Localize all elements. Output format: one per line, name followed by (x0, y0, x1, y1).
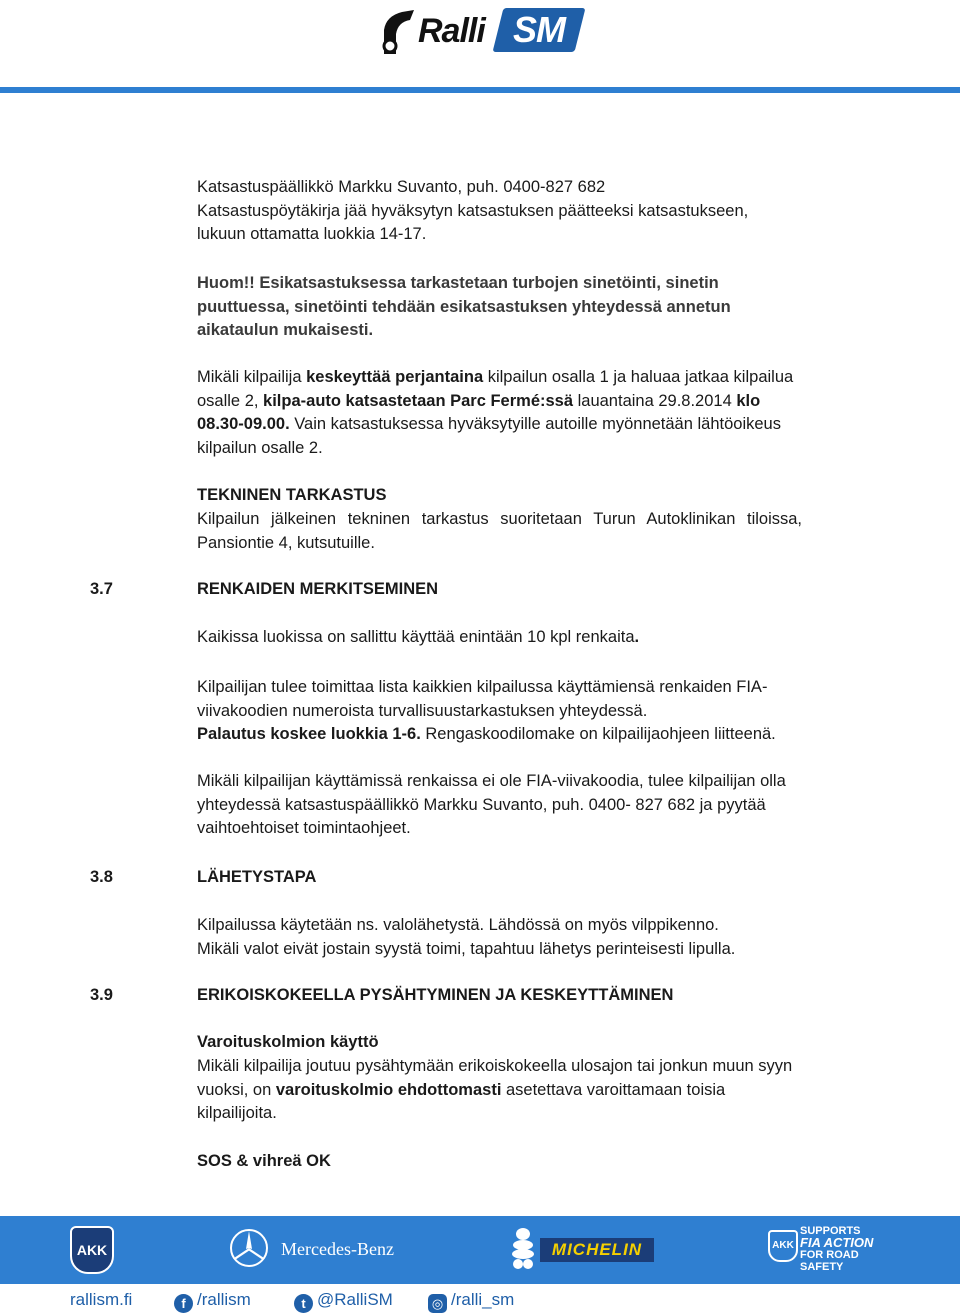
section-number: 3.9 (90, 986, 113, 1004)
text-run: Kilpailussa käytetään ns. valolähetystä. Lähdössä on myös vilppikenno. (197, 916, 719, 934)
parc-ferme-paragraph (197, 366, 802, 460)
fia-supports-text: SUPPORTS (800, 1225, 861, 1237)
tire-return-text (197, 723, 802, 747)
instagram-icon: ◎ (428, 1294, 447, 1313)
subheading-warning-triangle: Varoituskolmion käyttö (197, 1033, 379, 1051)
facebook-link[interactable] (174, 1288, 251, 1312)
michelin-logo: MICHELIN (540, 1238, 654, 1262)
fia-road-safety-logo (800, 1225, 900, 1273)
inspection-note-line-2: lukuun ottamatta luokkia 14-17. (197, 225, 427, 243)
inspection-note-line-1: Katsastuspöytäkirja jää hyväksytyn katsastuksen päätteeksi katsastukseen, (197, 201, 749, 220)
michelin-man-icon (508, 1226, 538, 1270)
tire-list-text: Kilpailijan tulee toimittaa lista kaikkien kilpailussa käyttämiensä renkaiden FIA-viivakoodien numeroista turvallisuustarkastuksen yhteydessä. (197, 678, 768, 720)
text-run: Kaikissa luokissa on sallittu käyttää enintään 10 kpl renkaita (197, 628, 635, 646)
text-run: Mikäli kilpailija joutuu pysähtymään erikoiskokeella ulosajon tai jonkun muun syyn vuoksi, on (197, 1057, 793, 1099)
fia-action-text: FIA ACTION (800, 1235, 874, 1250)
tech-inspection-heading: TEKNINEN TARKASTUS (197, 486, 387, 504)
start-method-text (197, 914, 802, 961)
instagram-handle: /ralli_sm (451, 1290, 515, 1309)
text-run: lauantaina 29.8.2014 (573, 391, 737, 410)
bold-run: keskeyttää perjantaina (306, 368, 484, 386)
logo-sm-text: SM (513, 9, 565, 50)
section-title: RENKAIDEN MERKITSEMINEN (197, 580, 439, 598)
bold-run: kilpa-auto katsastetaan Parc Fermé:ssä (263, 391, 574, 410)
text-run: Mikäli valot eivät jostain syystä toimi, tapahtuu lähetys perinteisesti lipulla. (197, 939, 736, 958)
contact-paragraph (197, 176, 802, 247)
contact-line: Katsastuspäällikkö Markku Suvanto, puh. 0400-827 682 (197, 178, 606, 196)
bold-run: klo 08.30-09.00. (197, 391, 761, 433)
text-run: Vain katsastuksessa hyväksytyille autoille myönnetään lähtöoikeus kilpailun osalle 2. (197, 415, 781, 457)
page-header (0, 0, 960, 95)
logo-ralli-text: Ralli (418, 12, 485, 50)
mercedes-star-icon (229, 1228, 269, 1268)
twitter-link[interactable] (294, 1288, 393, 1312)
bold-run: Palautus koskee luokkia 1-6. (197, 725, 421, 743)
facebook-handle: /rallism (197, 1290, 251, 1309)
header-divider (0, 87, 960, 93)
text-run: Rengaskoodilomake on kilpailijaohjeen liitteenä. (420, 725, 776, 743)
facebook-icon: f (174, 1294, 193, 1313)
section-number: 3.7 (90, 580, 113, 598)
fia-akk-badge: AKK (768, 1230, 798, 1262)
section-number: 3.8 (90, 868, 113, 886)
section-title: LÄHETYSTAPA (197, 868, 317, 886)
ralli-sm-logo (380, 4, 585, 60)
twitter-handle: @RalliSM (317, 1290, 393, 1309)
text-run: kilpailun osalla 1 ja haluaa jatkaa kilpailua osalle 2, (197, 368, 794, 410)
tire-limit-text (197, 626, 802, 650)
turbo-seal-note: Huom!! Esikatsastuksessa tarkastetaan turbojen sinetöinti, sinetin puuttuessa, sinetöinti tehdään esikatsastuksen yhteydessä annetun aikataulun mukaisesti. (197, 274, 731, 339)
bold-run: . (634, 628, 640, 646)
mercedes-benz-logo-text: Mercedes-Benz (281, 1239, 394, 1259)
text-run: Mikäli kilpailija (197, 368, 307, 386)
tech-inspection-text: Kilpailun jälkeinen tekninen tarkastus suoritetaan Turun Autoklinikan tiloissa, Pansiontie 4, kutsutuille. (197, 510, 802, 552)
subheading-sos: SOS & vihreä OK (197, 1152, 331, 1170)
warning-triangle-text (197, 1055, 802, 1126)
fia-road-safety-text: FOR ROAD SAFETY (800, 1249, 859, 1273)
text-run: asetettava varoittamaan toisia kilpailijoita. (197, 1080, 726, 1122)
section-title: ERIKOISKOKEELLA PYSÄHTYMINEN JA KESKEYTTÄMINEN (197, 986, 674, 1004)
rally-car-icon (380, 10, 416, 56)
instagram-link[interactable] (428, 1288, 514, 1312)
tire-barcode-text: Mikäli kilpailijan käyttämissä renkaissa ei ole FIA-viivakoodia, tulee kilpailijan olla yhteydessä katsastuspäällikkö Markku Suvanto, puh. 0400- 827 682 ja pyytää vaihtoehtoiset toimintaohjeet. (197, 772, 786, 837)
logo-sm-badge (493, 8, 586, 52)
akk-logo: AKK (70, 1226, 114, 1274)
website-link[interactable]: rallism.fi (70, 1290, 133, 1309)
bold-run: varoituskolmio ehdottomasti (275, 1080, 502, 1099)
twitter-icon: t (294, 1294, 313, 1313)
